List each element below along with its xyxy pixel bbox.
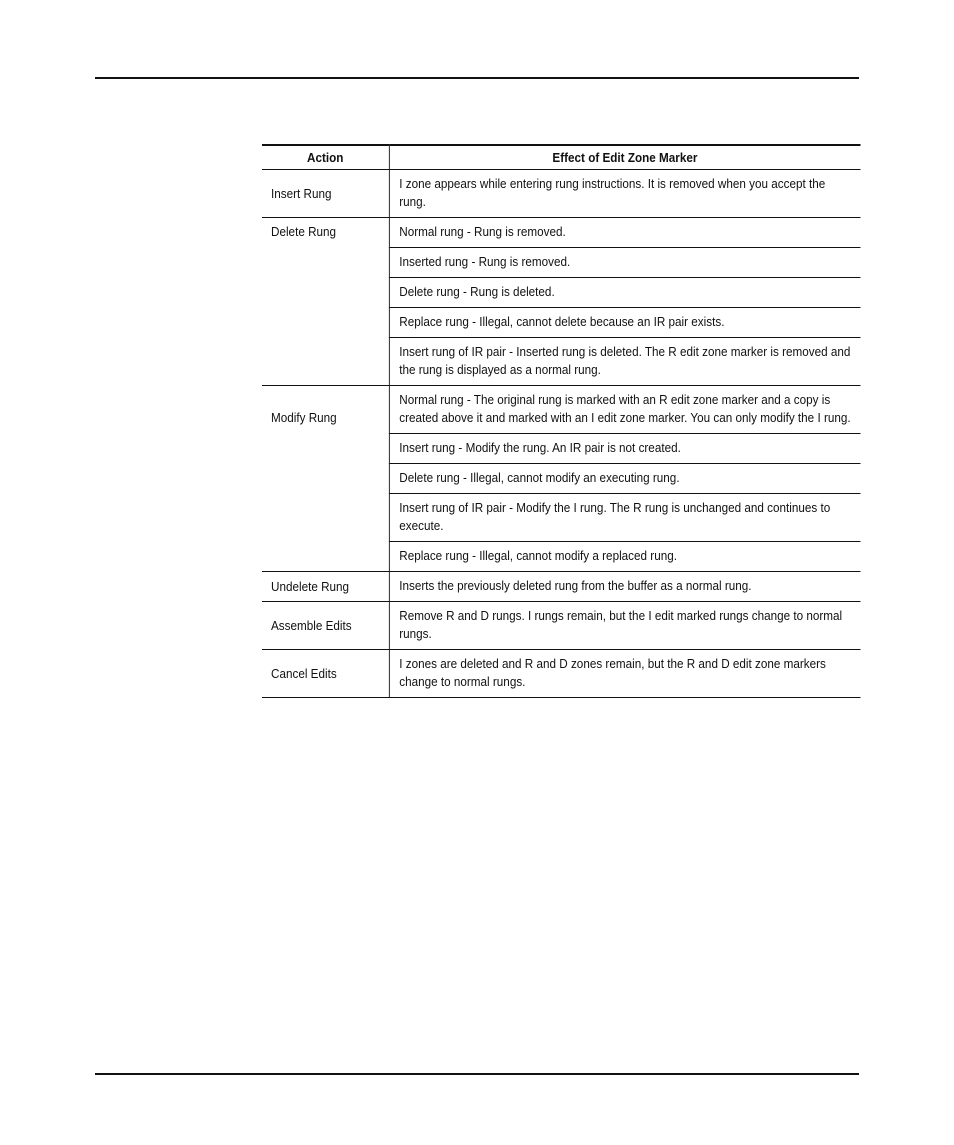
action-cell: Cancel Edits — [262, 650, 389, 698]
effect-cell: Insert rung of IR pair - Modify the I rung. The R rung is unchanged and continues to execute. — [389, 494, 861, 542]
table-row — [262, 386, 861, 434]
effect-cell: Delete rung - Illegal, cannot modify an executing rung. — [389, 464, 861, 494]
header-rule — [95, 77, 859, 79]
effect-cell: Replace rung - Illegal, cannot modify a replaced rung. — [389, 542, 861, 572]
table-body — [262, 170, 861, 698]
effect-cell: Delete rung - Rung is deleted. — [389, 278, 861, 308]
effect-cell: I zones are deleted and R and D zones remain, but the R and D edit zone markers change to normal rungs. — [389, 650, 861, 698]
table-row — [262, 572, 861, 602]
header-action: Action — [262, 145, 389, 170]
action-cell: Insert Rung — [262, 170, 389, 218]
effect-cell: Inserts the previously deleted rung from the buffer as a normal rung. — [389, 572, 861, 602]
table-header-row — [262, 145, 861, 170]
effect-cell: Insert rung - Modify the rung. An IR pair is not created. — [389, 434, 861, 464]
header-effect: Effect of Edit Zone Marker — [389, 145, 861, 170]
table-row — [262, 170, 861, 218]
table-row — [262, 218, 861, 248]
edit-zone-marker-table — [262, 144, 861, 698]
effect-cell: Replace rung - Illegal, cannot delete because an IR pair exists. — [389, 308, 861, 338]
effect-cell: Normal rung - The original rung is marked with an R edit zone marker and a copy is created above it and marked with an I edit zone marker. You can only modify the I rung. — [389, 386, 861, 434]
effect-cell: Remove R and D rungs. I rungs remain, but the I edit marked rungs change to normal rungs. — [389, 602, 861, 650]
table-row — [262, 650, 861, 698]
table-row — [262, 602, 861, 650]
effect-cell: I zone appears while entering rung instructions. It is removed when you accept the rung. — [389, 170, 861, 218]
action-cell: Undelete Rung — [262, 572, 389, 602]
effect-cell: Inserted rung - Rung is removed. — [389, 248, 861, 278]
effect-cell: Insert rung of IR pair - Inserted rung is deleted. The R edit zone marker is removed and the rung is displayed as a normal rung. — [389, 338, 861, 386]
action-cell: Assemble Edits — [262, 602, 389, 650]
footer-rule — [95, 1073, 859, 1075]
action-cell: Delete Rung — [262, 218, 389, 386]
action-cell: Modify Rung — [262, 386, 389, 572]
effect-cell: Normal rung - Rung is removed. — [389, 218, 861, 248]
